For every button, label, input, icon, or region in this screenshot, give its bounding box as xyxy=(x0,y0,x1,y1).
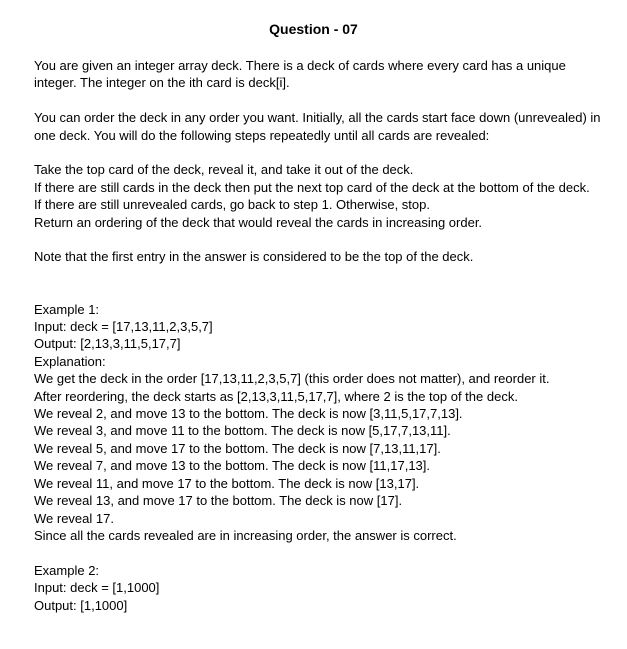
explanation-line: We reveal 5, and move 17 to the bottom. The deck is now [7,13,11,17]. xyxy=(34,440,441,456)
explanation-line: We reveal 3, and move 11 to the bottom. The deck is now [5,17,7,13,11]. xyxy=(34,423,451,439)
spacer xyxy=(34,92,604,109)
explanation-line: Since all the cards revealed are in increasing order, the answer is correct. xyxy=(34,527,457,543)
question-body xyxy=(34,57,604,614)
spacer xyxy=(34,144,604,161)
explanation-line: We get the deck in the order [17,13,11,2,3,5,7] (this order does not matter), and reorder it. xyxy=(34,371,550,387)
spacer xyxy=(34,544,604,561)
example-input: Input: deck = [17,13,11,2,3,5,7] xyxy=(34,319,213,335)
intro-paragraph: You are given an integer array deck. There is a deck of cards where every card has a unique integer. The integer on the ith card is deck[i]. xyxy=(34,58,566,91)
explanation-line: We reveal 7, and move 13 to the bottom. The deck is now [11,17,13]. xyxy=(34,458,431,474)
explanation-line: We reveal 11, and move 17 to the bottom. The deck is now [13,17]. xyxy=(34,475,420,491)
example-heading: Example 2: xyxy=(34,562,100,578)
explanation-line: After reordering, the deck starts as [2,13,3,11,5,17,7], where 2 is the top of the deck. xyxy=(34,388,518,404)
example-output: Output: [1,1000] xyxy=(34,597,128,613)
question-title: Question - 07 xyxy=(269,21,358,37)
explanation-line: We reveal 13, and move 17 to the bottom. The deck is now [17]. xyxy=(34,493,403,509)
step-item: If there are still cards in the deck then put the next top card of the deck at the bottom of the deck. xyxy=(34,179,590,195)
explanation-label: Explanation: xyxy=(34,353,106,369)
example-1 xyxy=(34,301,604,545)
explanation-line: We reveal 2, and move 13 to the bottom. The deck is now [3,11,5,17,7,13]. xyxy=(34,406,463,422)
note-text: Note that the first entry in the answer is considered to be the top of the deck. xyxy=(34,249,474,265)
example-heading: Example 1: xyxy=(34,301,100,317)
step-item: Take the top card of the deck, reveal it, and take it out of the deck. xyxy=(34,162,414,178)
spacer xyxy=(34,266,604,301)
example-input: Input: deck = [1,1000] xyxy=(34,580,160,596)
example-output: Output: [2,13,3,11,5,17,7] xyxy=(34,336,181,352)
steps-list xyxy=(34,161,604,231)
step-item: If there are still unrevealed cards, go back to step 1. Otherwise, stop. xyxy=(34,197,430,213)
step-item: Return an ordering of the deck that would reveal the cards in increasing order. xyxy=(34,214,483,230)
explanation-line: We reveal 17. xyxy=(34,510,114,526)
example-2 xyxy=(34,562,604,614)
spacer xyxy=(34,231,604,248)
intro-paragraph: You can order the deck in any order you want. Initially, all the cards start face down (unrevealed) in one deck. You will do the following steps repeatedly until all cards are revealed: xyxy=(34,110,601,143)
